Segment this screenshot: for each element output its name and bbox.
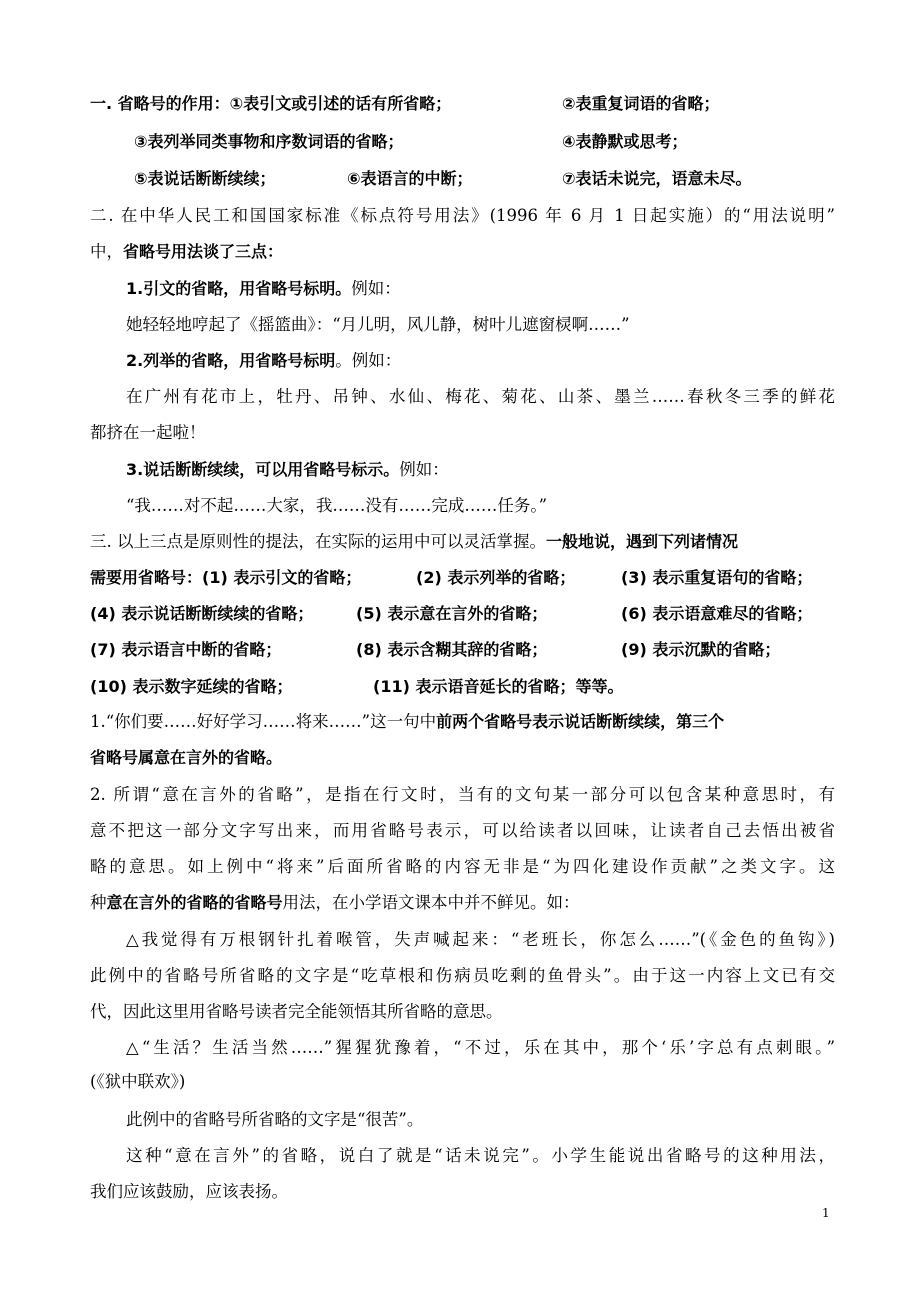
s2-point-2 xyxy=(126,349,871,373)
s2-point-3-example: “我……对不起……大家，我……没有……完成……任务。” xyxy=(126,496,548,515)
s3-item-9: (9) 表示沉默的省略； xyxy=(621,640,781,659)
s2-point-1-example: 她轻轻地哼起了《摇篮曲》：“月儿明，风儿静，树叶儿遮窗棂啊……” xyxy=(126,315,630,334)
s3-item-10: (10) 表示数字延续的省略； xyxy=(90,677,293,696)
note-2-line-2: 意不把这一部分文字写出来，而用省略号表示，可以给读者以回味，让读者自己去悟出被省 xyxy=(90,821,835,840)
s2-point-3-heading: 3.说话断断续续，可以用省略号标示。 xyxy=(126,460,400,479)
s2-point-3-note: 例如： xyxy=(399,460,449,479)
s3-line-1 xyxy=(90,530,835,554)
note-1-line-2: 省略号属意在言外的省略。 xyxy=(90,748,283,767)
s3-line-1-plain: 三. 以上三点是原则性的提法，在实际的运用中可以灵活掌握。 xyxy=(90,532,546,551)
s3-line-1-bold: 一般地说，遇到下列诸情况 xyxy=(546,532,739,551)
page-number: 1 xyxy=(822,1206,830,1220)
s2-intro-prefix: 中， xyxy=(90,242,123,261)
s2-point-1 xyxy=(126,277,871,301)
s1-item-2: ②表重复词语的省略； xyxy=(562,94,720,113)
example-1-line-1: △我觉得有万根钢针扎着喉管，失声喊起来：“老班长，你怎么……”(《金色的鱼钩》) xyxy=(126,930,835,949)
s3-item-5: (5) 表示意在言外的省略； xyxy=(356,604,548,623)
note-2-line-1: 2. 所谓“意在言外的省略”，是指在行文时，当有的文句某一部分可以包含某种意思时，有 xyxy=(90,785,835,804)
note-2-line-3: 略的意思。如上例中“将来”后面所省略的内容无非是“为四化建设作贡献”之类文字。这 xyxy=(90,857,835,876)
s3-item-6: (6) 表示语意难尽的省略； xyxy=(621,604,813,623)
s3-item-1: 需要用省略号：(1) 表示引文的省略； xyxy=(90,568,362,587)
example-2-line-2: (《狱中联欢》) xyxy=(90,1072,186,1091)
note-2-line-4-prefix: 种 xyxy=(90,893,107,912)
s2-point-2-example-2: 都挤在一起啦！ xyxy=(90,423,206,442)
note-1-plain: 1.“你们要……好好学习……将来……”这一句中 xyxy=(90,712,437,731)
s1-item-3: ③表列举同类事物和序数词语的省略； xyxy=(134,132,404,151)
s2-intro-bold: 省略号用法谈了三点： xyxy=(123,242,284,261)
note-1-bold: 前两个省略号表示说话断断续续，第三个 xyxy=(436,712,725,731)
s2-point-2-note: 。例如： xyxy=(335,351,402,370)
s2-intro-line-2 xyxy=(90,240,835,264)
s1-item-4: ④表静默或思考； xyxy=(562,132,688,151)
conclusion-line-1: 这种“意在言外”的省略，说白了就是“话未说完”。小学生能说出省略号的这种用法， xyxy=(126,1146,835,1165)
note-1-line-1 xyxy=(90,710,835,734)
conclusion-line-2: 我们应该鼓励，应该表扬。 xyxy=(90,1182,288,1201)
s2-point-1-note: 例如： xyxy=(351,279,401,298)
s2-point-3 xyxy=(126,458,871,482)
s1-item-6: ⑥表语言的中断； xyxy=(347,169,473,188)
example-2-line-1: △“生活？生活当然……”猩猩犹豫着，“不过，乐在其中，那个‘乐’字总有点刺眼。” xyxy=(126,1038,835,1057)
example-1-line-2: 此例中的省略号所省略的文字是“吃草根和伤病员吃剩的鱼骨头”。由于这一内容上文已有交 xyxy=(90,966,835,985)
s3-item-4: (4) 表示说话断断续续的省略； xyxy=(90,604,314,623)
note-2-line-4-rest: 用法，在小学语文课本中并不鲜见。如： xyxy=(282,893,580,912)
s3-item-2: (2) 表示列举的省略； xyxy=(416,568,576,587)
s1-item-1: 一. 省略号的作用：①表引文或引述的话有所省略； xyxy=(90,94,452,113)
note-2-line-4 xyxy=(90,891,835,915)
s2-point-1-heading: 1.引文的省略，用省略号标明。 xyxy=(126,279,352,298)
s1-item-5: ⑤表说话断断续续； xyxy=(134,169,276,188)
s2-point-2-heading: 2.列举的省略，用省略号标明 xyxy=(126,351,336,370)
example-2-line-3: 此例中的省略号所省略的文字是“很苦”。 xyxy=(126,1110,424,1129)
s3-item-7: (7) 表示语言中断的省略； xyxy=(90,640,282,659)
s2-intro-line-1: 二. 在中华人民工和国国家标准《标点符号用法》(1996 年 6 月 1 日起实施）的“用法说明” xyxy=(90,206,835,225)
s3-item-3: (3) 表示重复语句的省略； xyxy=(621,568,813,587)
example-1-line-3: 代，因此这里用省略号读者完全能领悟其所省略的意思。 xyxy=(90,1002,503,1021)
note-2-line-4-bold: 意在言外的省略的省略号 xyxy=(106,893,283,912)
s3-item-8: (8) 表示含糊其辞的省略； xyxy=(356,640,548,659)
s3-item-11: (11) 表示语音延长的省略；等等。 xyxy=(373,677,624,696)
s2-point-2-example-1: 在广州有花市上，牡丹、吊钟、水仙、梅花、菊花、山茶、墨兰……春秋冬三季的鲜花 xyxy=(126,387,835,406)
s1-item-7: ⑦表话未说完，语意未尽。 xyxy=(562,169,752,188)
